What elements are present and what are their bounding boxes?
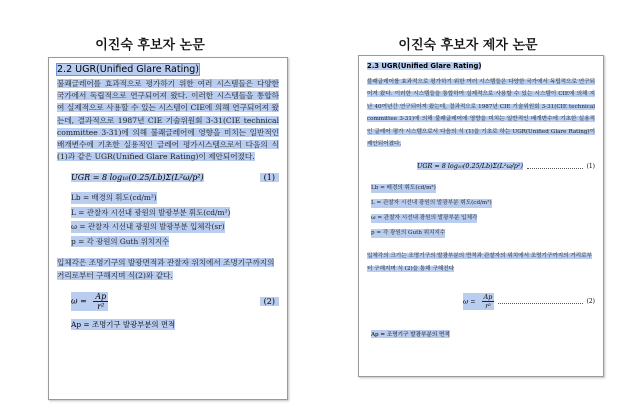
equation-number: (2): [260, 297, 279, 306]
ap-definition: Ap = 조명기구 발광부분의 면적: [71, 319, 176, 329]
formula-text: UGR = 8 log₁₀(0.25/Lb)Σ(L²ω/p²): [71, 173, 204, 183]
left-document-page: [48, 57, 288, 400]
section-heading: 2.3 UGR(Unified Glare Rating): [367, 62, 482, 70]
variable-item: ω = 관찰자 시선내 광원의 발광부분 입체각(sr): [71, 222, 225, 232]
body-paragraph: 불쾌글레어를 효과적으로 평가하기 위한 여러 시스템들은 다양한 국가에서 독립적으로 연구되어져 왔다. 이러한 시스템들을 통합하여 실제적으로 사용할 수 있는 시스템이 CIE에 의해 연구되어져 왔는데, 결과적으로 1987년 CIE 기술위원회 3-31(CIE technical committee 3-31)에 의해 불쾌글레어에 영향을 미치는 일반적인 배개변수에 기초한 실용적인 글레어 평가시스템으로서 다음의 식(1)과 같은 UGR(Unified Glare Rating)이 제안되어졌다.: [57, 79, 279, 162]
variable-list: [371, 184, 595, 238]
omega-formula: [71, 292, 279, 311]
fraction: $\frac{Ap}{\text{r²}}$: [95, 291, 107, 311]
ugr-formula: [417, 162, 595, 170]
left-column-title: 이진숙 후보자 논문: [95, 38, 205, 53]
variable-item: ω = 관찰자 시선내 광원의 발광부분 입체각: [371, 215, 478, 222]
variable-item: p = 각 광원의 Guth 위치지수: [371, 230, 446, 237]
right-column-title: 이진숙 후보자 제자 논문: [398, 38, 538, 53]
formula-text: UGR = 8 log₁₀(0.25/Lb)Σ(L²ω/p²): [417, 162, 523, 171]
variable-list: [71, 192, 279, 247]
ap-definition: Ap = 조명기구 발광부분의 면적: [371, 332, 450, 339]
equation-number: (1): [260, 173, 279, 182]
omega-formula-body: ω = $\frac{Ap}{\text{r²}}$: [463, 293, 493, 311]
leader-dots: [498, 299, 582, 304]
variable-item: Lb = 배경의 휘도(cd/m²): [71, 193, 157, 203]
variable-item: L = 관찰자 시선내 광원의 발광부분 휘도(cd/m²): [371, 200, 492, 207]
omega-formula: [463, 293, 595, 310]
solid-angle-paragraph: 입체각은 조명기구의 발광면적과 관찰자 위치에서 조명기구까지의 거리로부터 구해지며 식(2)와 같다.: [57, 258, 275, 280]
variable-item: Lb = 배경의 휘도(cd/m²): [371, 185, 436, 192]
section-heading: 2.2 UGR(Unified Glare Rating): [57, 64, 199, 75]
omega-formula-body: ω = $\frac{Ap}{\text{r²}}$: [71, 291, 107, 311]
solid-angle-paragraph: 입체각의 크기는 조명기구의 발광부분의 면적과 관찰자의 위치에서 조명기구까지의 거리로부터 구해지며 식 (2)을 통해 구해진다: [367, 253, 592, 272]
ugr-formula: [71, 173, 279, 182]
equation-number: (1): [586, 162, 595, 170]
body-paragraph: 불쾌글레어를 효과적으로 평가하기 위한 여러 시스템들은 다양한 국가에서 독립적으로 연구되어져 왔다. 이러한 시스템들을 통합하여 실제적으로 사용할 수 있는 시스템이 CIE에 의해 지난 40여년간 연구되어져 왔는데, 결과적으로 1987년 CIE 기술위원회 3-31(CIE technical committee 3-31)에 의해 불쾌글레어에 영향을 미치는 일반적인 배개변수에 기초한 실용적인 글레어 평가 시스템으로서 다음의 식 (1)을 기초로 하는 UGR(Unified Glare Rating)이 제안되어졌다.: [367, 79, 595, 148]
equation-number: (2): [586, 298, 595, 306]
fraction: $\frac{Ap}{\text{r²}}$: [483, 293, 493, 311]
variable-item: L = 관찰자 시선내 광원의 발광부분 휘도(cd/m²): [71, 207, 231, 217]
right-document-page: [358, 55, 604, 377]
variable-item: p = 각 광원의 Guth 위치지수: [71, 236, 170, 246]
leader-dots: [527, 164, 583, 169]
